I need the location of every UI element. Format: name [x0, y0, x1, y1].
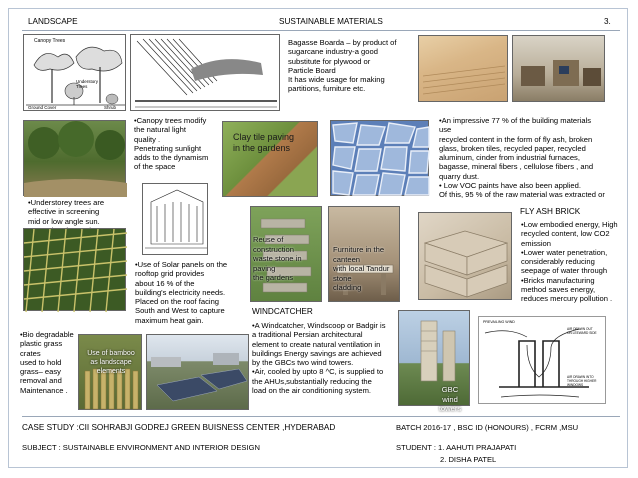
tree-layers-diagram: [23, 34, 126, 111]
student-2-text: 2. DISHA PATEL: [440, 455, 497, 464]
windcatcher-text: •A Windcatcher, Windscoop or Badgir is a traditional Persian architectural element to create natural ventilation in buildings Energy savings are achieved by the GBCs two wind towers. •Air, cooled by upto 8 ^C, is supplied to the AHUs,substantially reducing the load on the air conditioning system.: [252, 321, 386, 396]
label-prevailing-wind: PREVAILING WIND: [483, 320, 515, 324]
subject-text: SUBJECT : SUSTAINABLE ENVIRONMENT AND INTERIOR DESIGN: [22, 443, 260, 452]
bamboo-photo: [78, 334, 142, 410]
light-quality-diagram: [130, 34, 280, 111]
brick-stack-icon: [419, 213, 513, 301]
bagasse-text: Bagasse Boarda – by product of sugarcane industry-a good substitute for plywood or Particle Board It has wide usage for making partitions, furniture etc.: [288, 38, 397, 94]
partition-photo: [512, 35, 605, 102]
fly-ash-brick-photo: [418, 212, 512, 300]
case-study-text: CASE STUDY :CII SOHRABJI GODREJ GREEN BUISNESS CENTER ,HYDERABAD: [22, 423, 336, 432]
landscape-heading: LANDSCAPE: [28, 17, 78, 26]
trees-photo-icon: [24, 121, 127, 197]
building-sketch: [142, 183, 208, 255]
materials-heading: SUSTAINABLE MATERIALS: [279, 17, 383, 26]
furniture-caption: Furniture in the canteen with local Tandur stone cladding: [333, 245, 390, 292]
fly-ash-points: •Low embodied energy, High recycled content, low CO2 emission •Lower water penetration, considerably reducing seepage of water through •Bricks manufacturing method saves energy, reduces mercury pollution .: [521, 220, 618, 304]
canopy-section-icon: [131, 35, 281, 112]
furniture-photo: [328, 206, 400, 302]
tower-caption: GBC wind towers: [438, 385, 462, 413]
label-air-out: AIR DRAWN OUT ON LEEWARD SIDE: [567, 327, 597, 335]
header-divider: [22, 30, 620, 31]
clay-tile-caption: Clay tile paving in the gardens: [233, 132, 295, 153]
solar-text: •Use of Solar panels on the rooftop grid provides about 16 % of the building's electricity needs. Placed on the roof facing South and West to capture maximum heat gain.: [135, 260, 228, 325]
fly-ash-title: FLY ASH BRICK: [520, 207, 581, 216]
bamboo-caption: Use of bamboo as landscape elements: [87, 350, 135, 375]
board-stack-icon: [419, 36, 509, 103]
label-understory: Understory Trees: [76, 79, 99, 89]
grass-crate-text: •Bio degradable plastic grass crates used to hold grass– easy removal and Maintenance .: [20, 330, 74, 395]
stone-paving-photo: [250, 206, 322, 302]
fly-ash-intro-text: •An impressive 77 % of the building materials use recycled content in the form of fly ash, broken glass, broken tiles, recycled paper, recycled aluminum, cinder from industrial furnaces, bagasse, mineral fibers , cellulose fibers , and quarry dust. • Low VOC paints have also been applied. Of this, 95 % of the raw material was extracted or: [439, 116, 605, 200]
office-icon: [513, 36, 606, 103]
bagasse-board-photo: [418, 35, 508, 102]
label-ground-cover: Ground Cover: [28, 105, 57, 110]
solar-roof-photo: [146, 334, 249, 410]
wind-tower-photo: [398, 310, 470, 413]
building-sketch-icon: [143, 184, 209, 256]
tree-sketch-icon: [24, 35, 127, 112]
label-shrub: Shrub: [104, 105, 117, 110]
wind-diagram: [478, 316, 606, 404]
label-air-in: AIR DRAWN INTO THROUGH HIGHER WINDOWS: [567, 375, 597, 387]
windcatcher-title: WINDCATCHER: [252, 307, 313, 316]
honeycomb-icon: [24, 229, 127, 312]
batch-text: BATCH 2016-17 , BSC ID (HONOURS) , FCRM ,MSU: [396, 423, 579, 432]
grass-grid-photo: [23, 228, 126, 311]
student-1-text: STUDENT : 1. AAHUTI PRAJAPATI: [396, 443, 517, 452]
clay-tile-photo: [222, 121, 318, 197]
page-number: 3.: [604, 17, 611, 26]
broken-tile-photo: [330, 120, 429, 196]
solar-panel-icon: [147, 335, 250, 411]
label-canopy-trees: Canopy Trees: [34, 38, 66, 44]
mosaic-icon: [331, 121, 430, 197]
footer-divider: [22, 416, 620, 417]
canopy-text: •Canopy trees modify the natural light quality . Penetrating sunlight adds to the dynamism of the space: [134, 116, 209, 172]
understorey-text: •Understorey trees are effective in screening mid or low angle sun.: [28, 198, 105, 226]
understorey-photo: [23, 120, 126, 196]
reuse-caption: Reuse of construction waste stone in paving the gardens: [253, 235, 302, 282]
